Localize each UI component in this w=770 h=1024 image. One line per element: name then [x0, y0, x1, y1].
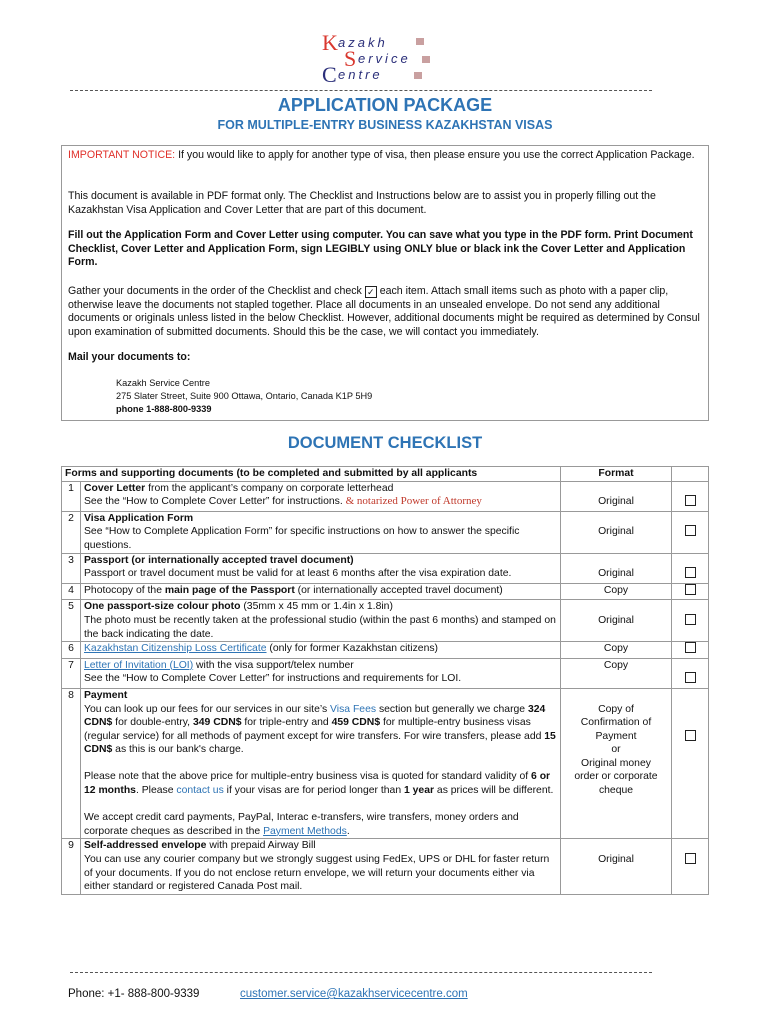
- checkmark-icon: ✓: [365, 286, 377, 298]
- row-title: Visa Application Form: [84, 512, 194, 524]
- row-checkbox-cell: [672, 642, 709, 659]
- row-format: [561, 511, 672, 553]
- row-text: You can look up our fees for our services in our site’s: [84, 703, 331, 715]
- fill-out-paragraph: Fill out the Application Form and Cover Letter using computer. You can save what you type in the PDF form. Print Document Checklist, Cover Letter and Application Form, sign LEGIBLY using ONLY blue or black ink the Cover Letter and Application Form.: [68, 229, 693, 269]
- row-description: [81, 583, 561, 600]
- validity: 6 or 12 months: [84, 771, 551, 797]
- row-format: [561, 839, 672, 894]
- format-text: Original: [598, 496, 634, 508]
- notice-text: If you would like to apply for another type of visa, then please ensure you use the correct Application Package.: [175, 149, 695, 161]
- svg-text:C: C: [322, 62, 337, 86]
- table-row: [62, 839, 709, 894]
- row-format: [561, 553, 672, 583]
- gather-text-b: each item. Attach small items such as photo with a paper clip, otherwise leave the documents not stapled together. Place all documents in an unsealed envelope. Do not send any additional documents or originals unless listed in the below Checklist. However, additional documents might be required as determined by Consul upon examination of submitted documents. Should this be the case, we will contact you immediately.: [68, 285, 700, 338]
- row-text: if your visas are for period longer than: [223, 785, 404, 797]
- row-description: [81, 511, 561, 553]
- checkbox[interactable]: [685, 525, 696, 536]
- address-line: Kazakh Service Centre: [116, 378, 210, 388]
- row-text: Passport or travel document must be valid for at least 6 months after the visa expiration date.: [84, 568, 512, 580]
- checkbox[interactable]: [685, 567, 696, 578]
- table-row: [62, 481, 709, 511]
- gather-documents-paragraph: [68, 285, 704, 339]
- row-title: main page of the Passport: [164, 584, 295, 596]
- table-row: [62, 511, 709, 553]
- checkbox[interactable]: [685, 584, 696, 595]
- important-notice: [68, 149, 704, 163]
- row-text: (only for former Kazakhstan citizens): [266, 643, 439, 655]
- row-checkbox-cell: [672, 583, 709, 600]
- format-text: Payment: [595, 730, 637, 742]
- row-format: Copy: [561, 583, 672, 600]
- svg-text:K: K: [322, 30, 338, 55]
- row-number: 4: [62, 583, 81, 600]
- row-description: [81, 688, 561, 839]
- gather-text-a: Gather your documents in the order of the Checklist and check: [68, 285, 365, 297]
- format-text: Original: [598, 614, 634, 626]
- row-description: [81, 839, 561, 894]
- row-text: from the applicant’s company on corporate letterhead: [145, 482, 394, 494]
- row-text: See “How to Complete Application Form” for specific instructions on how to answer the specific questions.: [84, 526, 520, 551]
- validity: 1 year: [403, 785, 435, 797]
- page-subtitle: FOR MULTIPLE-ENTRY BUSINESS KAZAKHSTAN VISAS: [217, 118, 553, 132]
- format-text: cheque: [598, 785, 634, 797]
- checkbox[interactable]: [685, 672, 696, 683]
- row-format: Copy: [561, 658, 672, 688]
- footer-phone: Phone: +1- 888-800-9339: [68, 988, 200, 1000]
- svg-text:S: S: [344, 46, 357, 71]
- visa-fees-link[interactable]: Visa Fees: [330, 703, 377, 715]
- checkbox[interactable]: [685, 642, 696, 653]
- header-check: [672, 467, 709, 482]
- footer-divider: [70, 972, 652, 973]
- power-of-attorney-note: & notarized Power of Attorney: [345, 495, 482, 508]
- table-row: [62, 553, 709, 583]
- row-text: See the “How to Complete Cover Letter” for instructions and requirements for LOI.: [84, 673, 462, 685]
- price: 349 CDN$: [192, 717, 242, 729]
- table-row: [62, 642, 709, 659]
- format-text: order or corporate: [574, 771, 658, 783]
- table-row: [62, 688, 709, 839]
- format-text: Original: [598, 854, 634, 866]
- row-text: (35mm x 45 mm or 1.4in x 1.8in): [240, 601, 393, 613]
- row-number: 9: [62, 839, 81, 894]
- checkbox[interactable]: [685, 495, 696, 506]
- address-line: 275 Slater Street, Suite 900 Ottawa, Ontario, Canada K1P 5H9: [116, 390, 373, 401]
- row-format: [561, 481, 672, 511]
- row-checkbox-cell: [672, 688, 709, 839]
- row-number: 1: [62, 481, 81, 511]
- table-header-row: [62, 467, 709, 482]
- address-phone: phone 1-888-800-9339: [116, 403, 212, 414]
- row-checkbox-cell: [672, 553, 709, 583]
- company-logo: [318, 30, 458, 86]
- row-checkbox-cell: [672, 839, 709, 894]
- row-description: [81, 658, 561, 688]
- row-text: for multiple-entry business visas (regular service) for all methods of payment except for wire transfers. For wire transfers, please add: [84, 717, 545, 742]
- row-description: [81, 553, 561, 583]
- row-number: 3: [62, 553, 81, 583]
- row-number: 8: [62, 688, 81, 839]
- row-format: [561, 600, 672, 642]
- payment-methods-link[interactable]: Payment Methods: [263, 825, 347, 837]
- row-title: Passport (or internationally accepted travel document): [84, 554, 354, 566]
- row-number: 2: [62, 511, 81, 553]
- notice-label: IMPORTANT NOTICE:: [68, 149, 176, 161]
- row-text: We accept credit card payments, PayPal, Interac e-transfers, wire transfers, money orders and corporate cheques as described in the: [84, 812, 519, 837]
- header-docs: Forms and supporting documents (to be completed and submitted by all applicants: [62, 467, 561, 482]
- page-title: APPLICATION PACKAGE: [277, 95, 493, 115]
- checkbox[interactable]: [685, 853, 696, 864]
- row-description: [81, 642, 561, 659]
- row-text: for double-entry,: [112, 717, 193, 729]
- row-title: Cover Letter: [84, 482, 146, 494]
- table-row: [62, 583, 709, 600]
- document-checklist-table: [61, 466, 709, 895]
- table-row: [62, 658, 709, 688]
- row-text: Photocopy of the: [84, 584, 165, 596]
- contact-us-link[interactable]: contact us: [176, 785, 224, 797]
- row-text: (or internationally accepted travel document): [294, 584, 503, 596]
- row-description: [81, 481, 561, 511]
- format-text: Copy of: [598, 703, 634, 715]
- pdf-format-paragraph: This document is available in PDF format only. The Checklist and Instructions below are to assist you in properly filling out the Kazakhstan Visa Application and Cover Letter that are part of this document.: [68, 190, 656, 216]
- row-format: Copy: [561, 642, 672, 659]
- svg-text:ervice: ervice: [358, 51, 411, 66]
- format-text: Confirmation of: [580, 717, 652, 729]
- format-text: or: [611, 744, 621, 756]
- row-text: with the visa support/telex number: [193, 659, 354, 671]
- loi-link[interactable]: Letter of Invitation (LOI): [84, 659, 194, 671]
- row-title: One passport-size colour photo: [84, 601, 241, 613]
- row-checkbox-cell: [672, 658, 709, 688]
- format-text: Original: [598, 568, 634, 580]
- row-description: [81, 600, 561, 642]
- row-text: as prices will be different.: [434, 785, 554, 797]
- row-number: 5: [62, 600, 81, 642]
- checkbox[interactable]: [685, 614, 696, 625]
- row-text: with prepaid Airway Bill: [206, 840, 316, 852]
- footer-email-link[interactable]: customer.service@kazakhservicecentre.com: [240, 988, 468, 1000]
- row-title: Payment: [84, 689, 128, 701]
- header-divider: [70, 90, 652, 91]
- format-text: Original money: [581, 757, 651, 769]
- checkbox[interactable]: [685, 730, 696, 741]
- table-row: [62, 600, 709, 642]
- mail-label: Mail your documents to:: [68, 351, 191, 363]
- row-text: Please note that the above price for multiple-entry business visa is quoted for standard validity of: [84, 771, 532, 783]
- citizenship-loss-link[interactable]: Kazakhstan Citizenship Loss Certificate: [84, 643, 267, 655]
- row-text: You can use any courier company but we strongly suggest using FedEx, UPS or DHL for faster return of your documents. If you do not enclose return envelope, we will return your documents either via either standard or registered Canada Post mail.: [84, 854, 550, 893]
- row-text: The photo must be recently taken at the professional studio (within the past 6 months) and stamped on the back indicating the date.: [84, 614, 556, 640]
- svg-text:entre: entre: [338, 67, 383, 82]
- row-text: . Please: [135, 785, 177, 797]
- price: 459 CDN$: [331, 717, 381, 729]
- row-number: 6: [62, 642, 81, 659]
- row-text: section but generally we charge: [376, 703, 528, 715]
- row-checkbox-cell: [672, 481, 709, 511]
- svg-text:azakh: azakh: [338, 35, 388, 50]
- row-title: Self-addressed envelope: [84, 840, 207, 852]
- row-text: .: [346, 825, 350, 837]
- checklist-title: DOCUMENT CHECKLIST: [287, 434, 483, 452]
- row-checkbox-cell: [672, 600, 709, 642]
- format-text: Original: [598, 526, 634, 538]
- mailing-address: [116, 377, 372, 415]
- row-checkbox-cell: [672, 511, 709, 553]
- row-format: [561, 688, 672, 839]
- row-number: 7: [62, 658, 81, 688]
- row-text: for triple-entry and: [241, 717, 332, 729]
- header-format: Format: [561, 467, 672, 482]
- row-text: See the “How to Complete Cover Letter” for instructions.: [84, 496, 343, 508]
- price: 15 CDN$: [84, 730, 556, 756]
- price: 324 CDN$: [84, 703, 546, 729]
- row-text: as this is our bank's charge.: [112, 744, 244, 756]
